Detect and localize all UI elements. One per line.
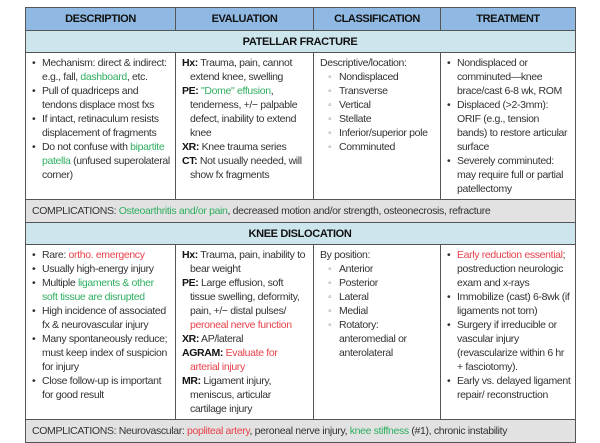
text-segment: Early vs. delayed ligament repair/ reconstruction [457,375,571,401]
evaluation-label: XR: [182,141,200,153]
classification-item: ◦ Transverse [320,84,436,98]
classification-item: ◦ Stellate [320,112,436,126]
text-segment: Nondisplaced or comminuted—knee brace/cast 6-8 wk, ROM [457,57,562,97]
classification-item: ◦ Posterior [320,276,436,290]
complications-row [26,200,576,223]
text-segment: , tenderness, +/− palpable defect, inability to extend knee [190,85,298,139]
header-description: DESCRIPTION [26,8,176,31]
text-segment: Evaluate for arterial injury [190,347,278,373]
description-item [32,374,171,402]
header-classification: CLASSIFICATION [314,8,441,31]
text-segment: Early reduction essential [457,249,563,261]
description-item [32,276,171,304]
text-segment: Large effusion, soft tissue swelling, deformity, pain, +/− distal pulses/ [190,277,300,317]
text-segment: dashboard [80,71,127,83]
description-item [32,140,171,182]
text-segment: "Dome" effusion [201,85,271,97]
text-segment: COMPLICATIONS: [32,205,119,217]
text-segment: COMPLICATIONS: Neurovascular: [32,425,188,437]
text-segment: Do not confuse with [42,141,131,153]
text-segment: peroneal nerve function [190,319,292,331]
text-segment: popliteal artery [187,425,250,437]
text-segment: High incidence of associated fx & neurovascular injury [42,305,166,331]
text-segment: Not usually needed, will show fx fragments [190,155,302,181]
evaluation-item [182,154,309,182]
evaluation-cell [176,53,314,200]
header-row [26,8,576,31]
section-row [26,223,576,245]
classification-intro: By position: [320,249,371,261]
treatment-item [447,248,571,290]
header-treatment: TREATMENT [441,8,576,31]
section-title: PATELLAR FRACTURE [26,31,576,53]
evaluation-label: CT: [182,155,198,167]
header-evaluation: EVALUATION [176,8,314,31]
text-segment: , etc. [126,71,148,83]
evaluation-item [182,374,309,416]
section-body-row [26,53,576,200]
text-segment: Pull of quadriceps and tendons displace most fxs [42,85,155,111]
section-title: KNEE DISLOCATION [26,223,576,245]
text-segment: , peroneal nerve injury, [249,425,350,437]
treatment-cell [441,245,576,420]
text-segment: Many spontaneously reduce; must keep index of suspicion for injury [42,333,168,373]
text-segment: (unfused superolateral corner) [42,155,170,181]
classification-cell [314,53,441,200]
treatment-item [447,318,571,374]
classification-item: ◦ Vertical [320,98,436,112]
text-segment: Multiple [42,277,78,289]
evaluation-item [182,332,309,346]
complications-text [26,420,576,443]
description-cell [26,53,176,200]
description-item [32,304,171,332]
text-segment: knee stiffness [349,425,409,437]
text-segment: Mechanism: direct & indirect: e.g., fall, [42,57,167,83]
classification-item: ◦ Medial [320,304,436,318]
text-segment: ligaments & other soft tissue are disrupted [42,277,154,303]
treatment-item [447,290,571,318]
text-segment: ortho. emergency [68,249,145,261]
text-segment: bipartite patella [42,141,165,167]
text-segment: (#1), chronic instability [408,425,508,437]
text-segment: Trauma, pain, inability to bear weight [190,249,306,275]
section-row [26,31,576,53]
description-item [32,262,171,276]
classification-intro: Descriptive/location: [320,57,407,69]
description-item [32,332,171,374]
evaluation-label: PE: [182,85,199,97]
text-segment: Surgery if irreducible or vascular injury (revascularize within 6 hr + fasciotomy). [457,319,565,373]
text-segment: Ligament injury, meniscus, articular cartilage injury [190,375,272,415]
evaluation-item [182,276,309,332]
treatment-item [447,374,571,402]
complications-text [26,200,576,223]
evaluation-item [182,84,309,140]
evaluation-item [182,248,309,276]
text-segment: Knee trauma series [199,141,287,153]
evaluation-item [182,56,309,84]
evaluation-item [182,346,309,374]
evaluation-cell [176,245,314,420]
text-segment: Rare: [42,249,69,261]
evaluation-item [182,140,309,154]
treatment-item [447,154,571,196]
classification-item: ◦ Comminuted [320,140,436,154]
text-segment: Osteoarthritis and/or pain [118,205,228,217]
text-segment: If intact, retinaculum resists displacement of fragments [42,113,159,139]
classification-item: ◦ Anterior [320,262,436,276]
section-body-row [26,245,576,420]
text-segment: Displaced (>2-3mm): ORIF (e.g., tension bands) to restore articular surface [457,99,568,153]
classification-item: ◦ Rotatory: anteromedial or anterolateral [320,318,436,360]
description-item [32,56,171,84]
evaluation-label: AGRAM: [182,347,224,359]
treatment-item [447,56,571,98]
text-segment: , decreased motion and/or strength, osteonecrosis, refracture [227,205,491,217]
description-item [32,84,171,112]
evaluation-label: Hx: [182,249,198,261]
classification-item: ◦ Lateral [320,290,436,304]
evaluation-label: MR: [182,375,201,387]
evaluation-label: XR: [182,333,200,345]
text-segment: Severely comminuted: may require full or partial patellectomy [457,155,564,195]
evaluation-label: PE: [182,277,199,289]
evaluation-label: Hx: [182,57,198,69]
classification-item: ◦ Inferior/superior pole [320,126,436,140]
description-item [32,248,171,262]
description-item [32,112,171,140]
text-segment: Trauma, pain, cannot extend knee, swelling [190,57,293,83]
classification-item: ◦ Nondisplaced [320,70,436,84]
text-segment: Immobilize (cast) 6-8wk (if ligaments not torn) [457,291,570,317]
text-segment: AP/lateral [199,333,244,345]
treatment-cell [441,53,576,200]
complications-row [26,420,576,443]
text-segment: Close follow-up is important for good result [42,375,162,401]
text-segment: ; postreduction neurologic exam and x-rays [457,249,566,289]
classification-cell [314,245,441,420]
fracture-table [25,7,576,443]
treatment-item [447,98,571,154]
text-segment: Usually high-energy injury [42,263,154,275]
description-cell [26,245,176,420]
